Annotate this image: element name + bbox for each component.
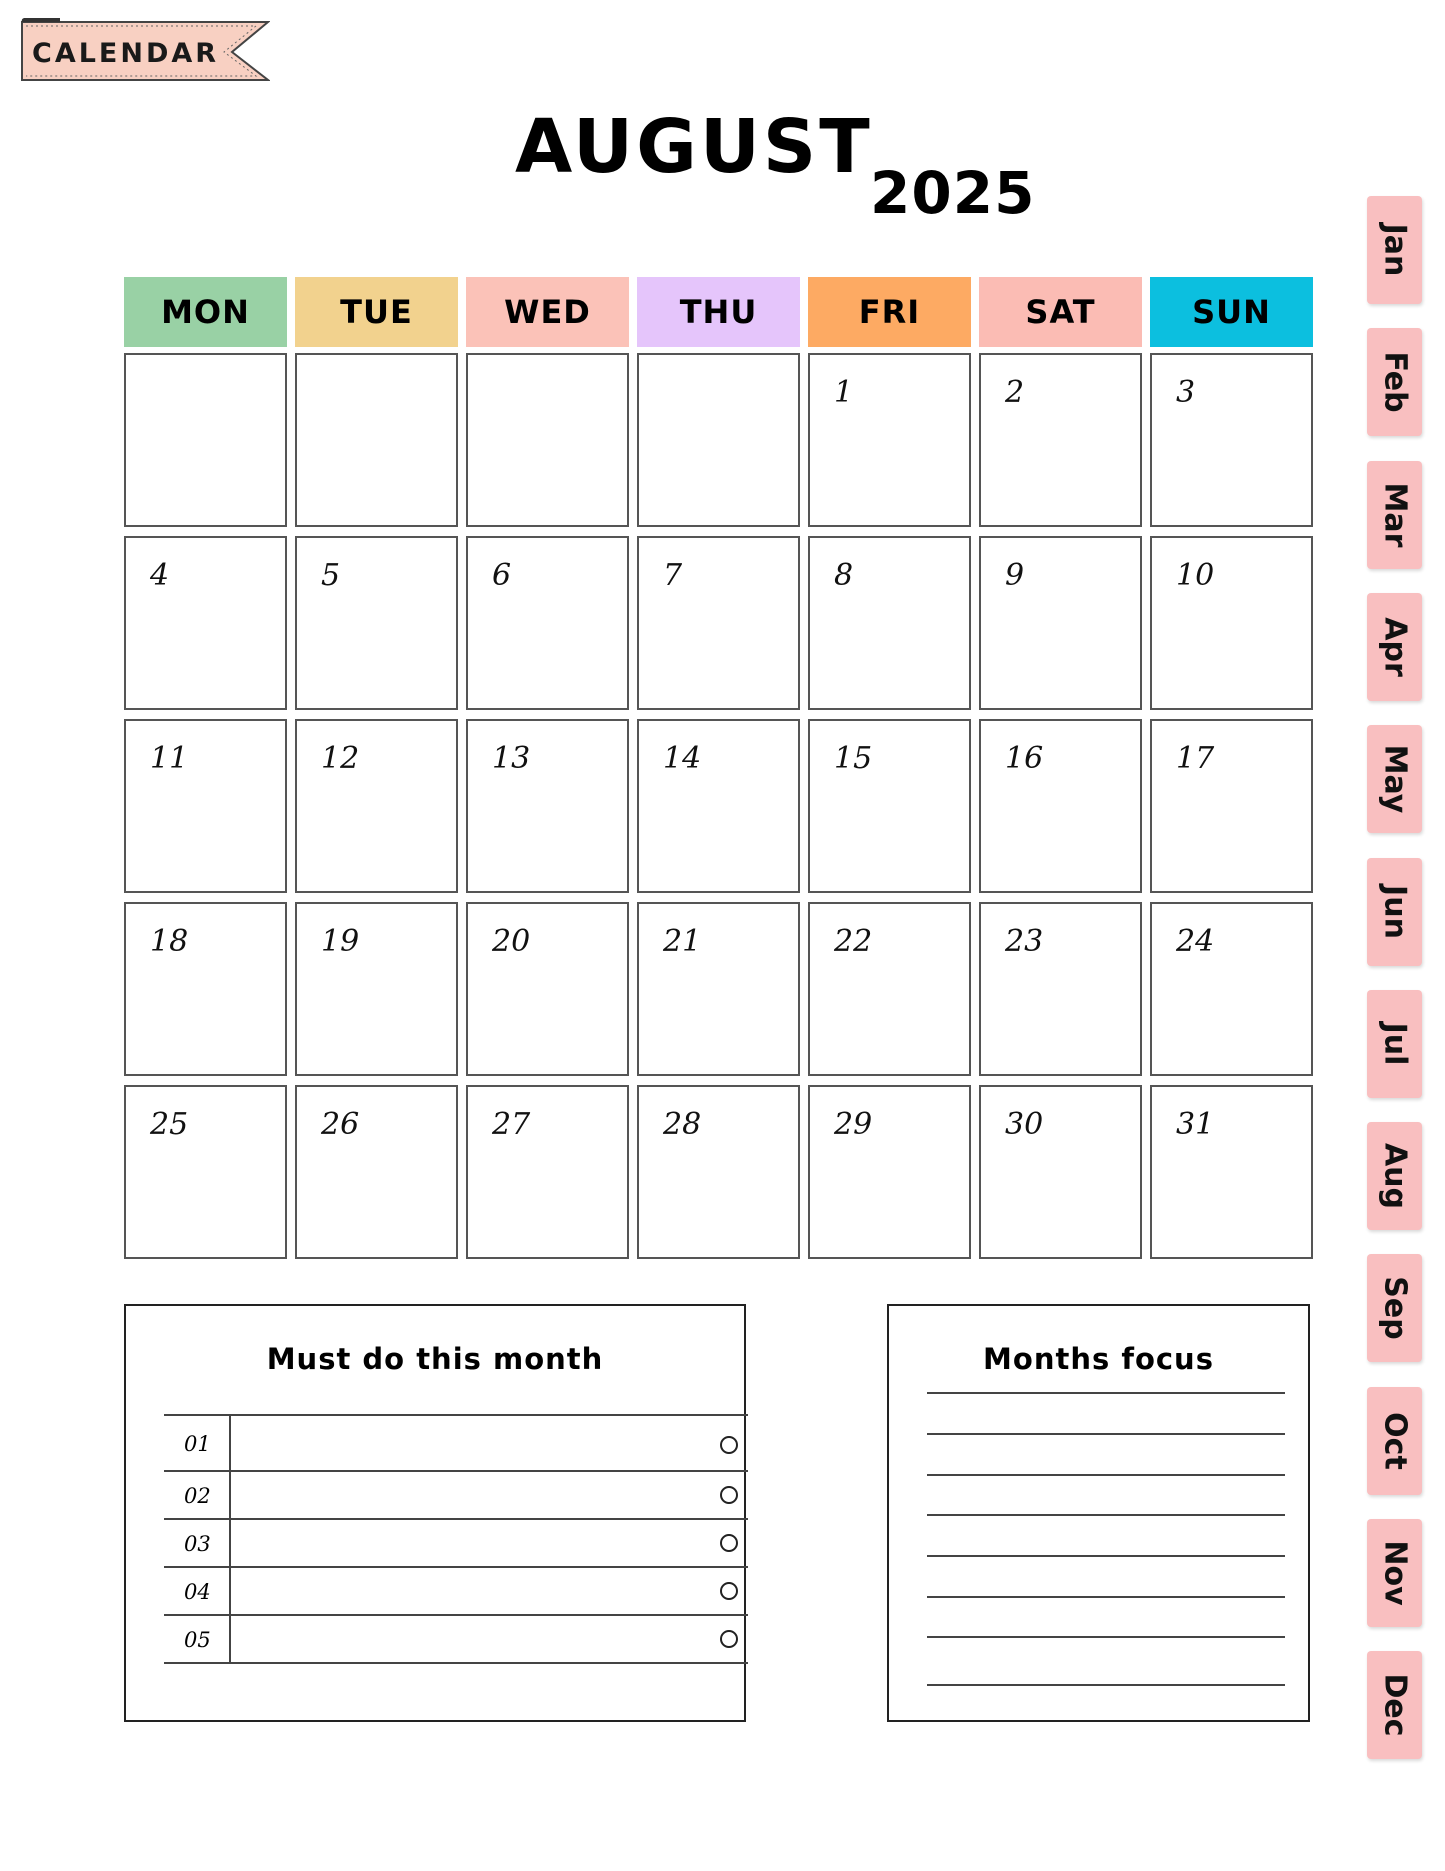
day-cell-17[interactable] xyxy=(1150,719,1313,893)
day-cell-18[interactable] xyxy=(124,902,287,1076)
weekday-header-thu: THU xyxy=(637,277,800,347)
day-cell-7[interactable] xyxy=(637,536,800,710)
month-tab-label: Jan xyxy=(1377,223,1412,277)
todo-number: 02 xyxy=(184,1484,211,1508)
month-tab-may[interactable] xyxy=(1367,725,1422,833)
day-number: 22 xyxy=(834,924,873,959)
must-do-panel xyxy=(124,1304,746,1722)
month-tab-feb[interactable] xyxy=(1367,328,1422,436)
day-number: 28 xyxy=(663,1107,702,1142)
day-cell-12[interactable] xyxy=(295,719,458,893)
focus-writing-line[interactable] xyxy=(927,1474,1285,1476)
todo-row[interactable] xyxy=(164,1614,748,1662)
day-cell-31[interactable] xyxy=(1150,1085,1313,1259)
day-number: 7 xyxy=(663,558,683,593)
day-cell-9[interactable] xyxy=(979,536,1142,710)
day-number: 3 xyxy=(1176,375,1196,410)
day-cell-empty[interactable] xyxy=(295,353,458,527)
month-tab-jun[interactable] xyxy=(1367,858,1422,966)
day-number: 14 xyxy=(663,741,702,776)
day-number: 12 xyxy=(321,741,360,776)
day-cell-2[interactable] xyxy=(979,353,1142,527)
day-cell-27[interactable] xyxy=(466,1085,629,1259)
day-cell-13[interactable] xyxy=(466,719,629,893)
focus-writing-line[interactable] xyxy=(927,1433,1285,1435)
day-cell-5[interactable] xyxy=(295,536,458,710)
day-cell-24[interactable] xyxy=(1150,902,1313,1076)
months-focus-title: Months focus xyxy=(983,1342,1214,1376)
weekday-header-tue: TUE xyxy=(295,277,458,347)
day-cell-15[interactable] xyxy=(808,719,971,893)
todo-row[interactable] xyxy=(164,1470,748,1518)
weekday-header-mon: MON xyxy=(124,277,287,347)
day-number: 29 xyxy=(834,1107,873,1142)
checkbox-circle-icon[interactable] xyxy=(720,1582,738,1600)
day-number: 15 xyxy=(834,741,873,776)
day-number: 30 xyxy=(1005,1107,1044,1142)
day-cell-4[interactable] xyxy=(124,536,287,710)
month-tab-label: Dec xyxy=(1377,1673,1412,1737)
day-cell-10[interactable] xyxy=(1150,536,1313,710)
day-number: 13 xyxy=(492,741,531,776)
day-cell-20[interactable] xyxy=(466,902,629,1076)
day-number: 8 xyxy=(834,558,854,593)
day-number: 17 xyxy=(1176,741,1215,776)
focus-writing-line[interactable] xyxy=(927,1596,1285,1598)
todo-row[interactable] xyxy=(164,1518,748,1566)
checkbox-circle-icon[interactable] xyxy=(720,1486,738,1504)
day-number: 26 xyxy=(321,1107,360,1142)
weekday-header-sun: SUN xyxy=(1150,277,1313,347)
months-focus-panel xyxy=(887,1304,1310,1722)
day-cell-14[interactable] xyxy=(637,719,800,893)
day-number: 10 xyxy=(1176,558,1215,593)
todo-row[interactable] xyxy=(164,1566,748,1614)
month-tab-mar[interactable] xyxy=(1367,461,1422,569)
day-cell-26[interactable] xyxy=(295,1085,458,1259)
month-tab-dec[interactable] xyxy=(1367,1651,1422,1759)
day-cell-empty[interactable] xyxy=(124,353,287,527)
checkbox-circle-icon[interactable] xyxy=(720,1534,738,1552)
day-cell-8[interactable] xyxy=(808,536,971,710)
day-cell-23[interactable] xyxy=(979,902,1142,1076)
day-cell-21[interactable] xyxy=(637,902,800,1076)
weekday-header-sat: SAT xyxy=(979,277,1142,347)
focus-writing-line[interactable] xyxy=(927,1392,1285,1394)
day-number: 19 xyxy=(321,924,360,959)
month-tab-sep[interactable] xyxy=(1367,1254,1422,1362)
month-tab-label: Jul xyxy=(1377,1022,1412,1066)
day-number: 18 xyxy=(150,924,189,959)
day-number: 16 xyxy=(1005,741,1044,776)
day-number: 21 xyxy=(663,924,702,959)
day-number: 25 xyxy=(150,1107,189,1142)
must-do-title: Must do this month xyxy=(266,1342,604,1376)
day-cell-30[interactable] xyxy=(979,1085,1142,1259)
year-title: 2025 xyxy=(870,159,1036,227)
todo-number: 05 xyxy=(184,1628,211,1652)
day-number: 6 xyxy=(492,558,512,593)
month-tab-label: Nov xyxy=(1377,1540,1412,1606)
focus-writing-line[interactable] xyxy=(927,1684,1285,1686)
todo-bottom-line xyxy=(164,1662,748,1664)
day-cell-19[interactable] xyxy=(295,902,458,1076)
ribbon-label: CALENDAR xyxy=(32,38,220,69)
todo-number: 03 xyxy=(184,1532,211,1556)
day-number: 11 xyxy=(150,741,189,776)
todo-divider xyxy=(229,1520,231,1566)
day-number: 20 xyxy=(492,924,531,959)
month-tab-label: Sep xyxy=(1377,1276,1412,1341)
todo-row[interactable] xyxy=(164,1414,748,1470)
todo-divider xyxy=(229,1472,231,1518)
month-tab-label: Jun xyxy=(1377,884,1412,939)
day-number: 23 xyxy=(1005,924,1044,959)
weekday-header-wed: WED xyxy=(466,277,629,347)
todo-divider xyxy=(229,1568,231,1614)
todo-number: 04 xyxy=(184,1580,211,1604)
day-number: 1 xyxy=(834,375,854,410)
month-tab-label: Aug xyxy=(1377,1143,1412,1210)
day-number: 9 xyxy=(1005,558,1025,593)
month-tab-jul[interactable] xyxy=(1367,990,1422,1098)
day-cell-3[interactable] xyxy=(1150,353,1313,527)
day-number: 27 xyxy=(492,1107,531,1142)
day-cell-empty[interactable] xyxy=(637,353,800,527)
month-tab-label: Oct xyxy=(1377,1411,1412,1470)
day-cell-28[interactable] xyxy=(637,1085,800,1259)
focus-writing-line[interactable] xyxy=(927,1555,1285,1557)
day-number: 31 xyxy=(1176,1107,1215,1142)
checkbox-circle-icon[interactable] xyxy=(720,1630,738,1648)
checkbox-circle-icon[interactable] xyxy=(720,1436,738,1454)
month-tab-oct[interactable] xyxy=(1367,1387,1422,1495)
day-number: 2 xyxy=(1005,375,1025,410)
day-cell-25[interactable] xyxy=(124,1085,287,1259)
todo-number: 01 xyxy=(184,1432,211,1456)
day-number: 5 xyxy=(321,558,341,593)
day-cell-empty[interactable] xyxy=(466,353,629,527)
month-tab-aug[interactable] xyxy=(1367,1122,1422,1230)
month-tab-jan[interactable] xyxy=(1367,196,1422,304)
month-tab-label: Apr xyxy=(1377,617,1412,677)
month-tab-nov[interactable] xyxy=(1367,1519,1422,1627)
month-tab-label: Feb xyxy=(1377,351,1412,413)
todo-divider xyxy=(229,1616,231,1662)
day-cell-16[interactable] xyxy=(979,719,1142,893)
day-number: 24 xyxy=(1176,924,1215,959)
day-cell-22[interactable] xyxy=(808,902,971,1076)
month-tab-label: May xyxy=(1377,744,1412,814)
weekday-header-fri: FRI xyxy=(808,277,971,347)
focus-writing-line[interactable] xyxy=(927,1636,1285,1638)
day-cell-11[interactable] xyxy=(124,719,287,893)
day-cell-6[interactable] xyxy=(466,536,629,710)
day-cell-1[interactable] xyxy=(808,353,971,527)
month-tab-apr[interactable] xyxy=(1367,593,1422,701)
todo-divider xyxy=(229,1416,231,1470)
month-tab-label: Mar xyxy=(1377,482,1412,548)
month-title: AUGUST xyxy=(515,104,873,190)
focus-writing-line[interactable] xyxy=(927,1514,1285,1516)
calendar-ribbon xyxy=(20,18,270,84)
day-number: 4 xyxy=(150,558,170,593)
day-cell-29[interactable] xyxy=(808,1085,971,1259)
